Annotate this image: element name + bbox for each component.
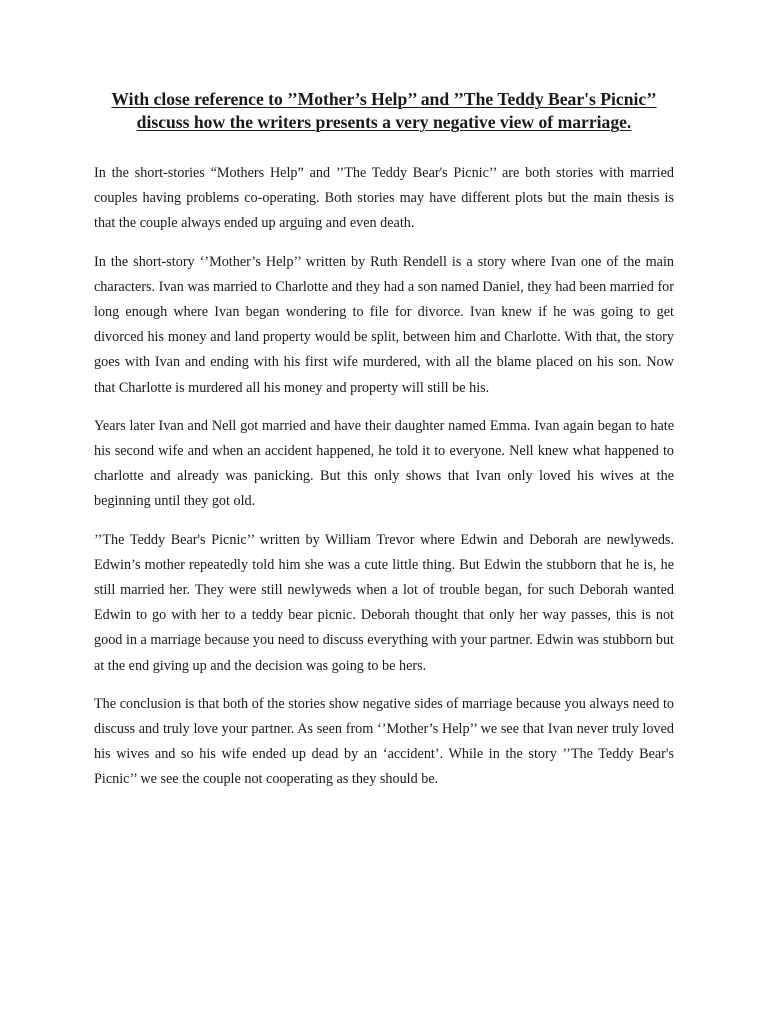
paragraph-intro: In the short-stories “Mothers Help” and ’’The Teddy Bear's Picnic’’ are both stories with married couples having problems co-operating. Both stories may have different plots but the main thesis is that the couple always ended up arguing and even death.	[94, 165, 674, 232]
essay-title: With close reference to ’’Mother’s Help’’ and ’’The Teddy Bear's Picnic’’ discuss how the writers presents a very negative view of marriage.	[111, 89, 657, 132]
document-page	[94, 88, 674, 806]
paragraph-teddy-bears-picnic: ’’The Teddy Bear's Picnic’’ written by William Trevor where Edwin and Deborah are newlyweds. Edwin’s mother repeatedly told him she was a cute little thing. But Edwin the stubborn that he is, he still married her. They were still newlyweds when a lot of trouble began, for such Deborah wanted Edwin to go with her to a teddy bear picnic. Deborah thought that only her way passes, this is not good in a marriage because you need to discuss everything with your partner. Edwin was stubborn but at the end giving up and the decision was going to be hers.	[94, 531, 674, 674]
paragraph-conclusion: The conclusion is that both of the stories show negative sides of marriage because you always need to discuss and truly love your partner. As seen from ‘’Mother’s Help’’ we see that Ivan never truly loved his wives and so his wife ended up dead by an ‘accident’. While in the story ’’The Teddy Bear's Picnic’’ we see the couple not cooperating as they should be.	[94, 695, 674, 788]
paragraph-ivan-and-nell: Years later Ivan and Nell got married and have their daughter named Emma. Ivan again began to hate his second wife and when an accident happened, he told it to everyone. Nell knew what happened to charlotte and already was panicking. But this only shows that Ivan only loved his wives at the beginning until they got old.	[94, 417, 674, 510]
paragraph-mothers-help: In the short-story ‘’Mother’s Help’’ written by Ruth Rendell is a story where Ivan one of the main characters. Ivan was married to Charlotte and they had a son named Daniel, they had been married for long enough where Ivan began wondering to file for divorce. Ivan knew if he was going to get divorced his money and land property would be split, between him and Charlotte. With that, the story goes with Ivan and ending with his first wife murdered, with all the blame placed on his son. Now that Charlotte is murdered all his money and property will still be his.	[94, 253, 674, 396]
